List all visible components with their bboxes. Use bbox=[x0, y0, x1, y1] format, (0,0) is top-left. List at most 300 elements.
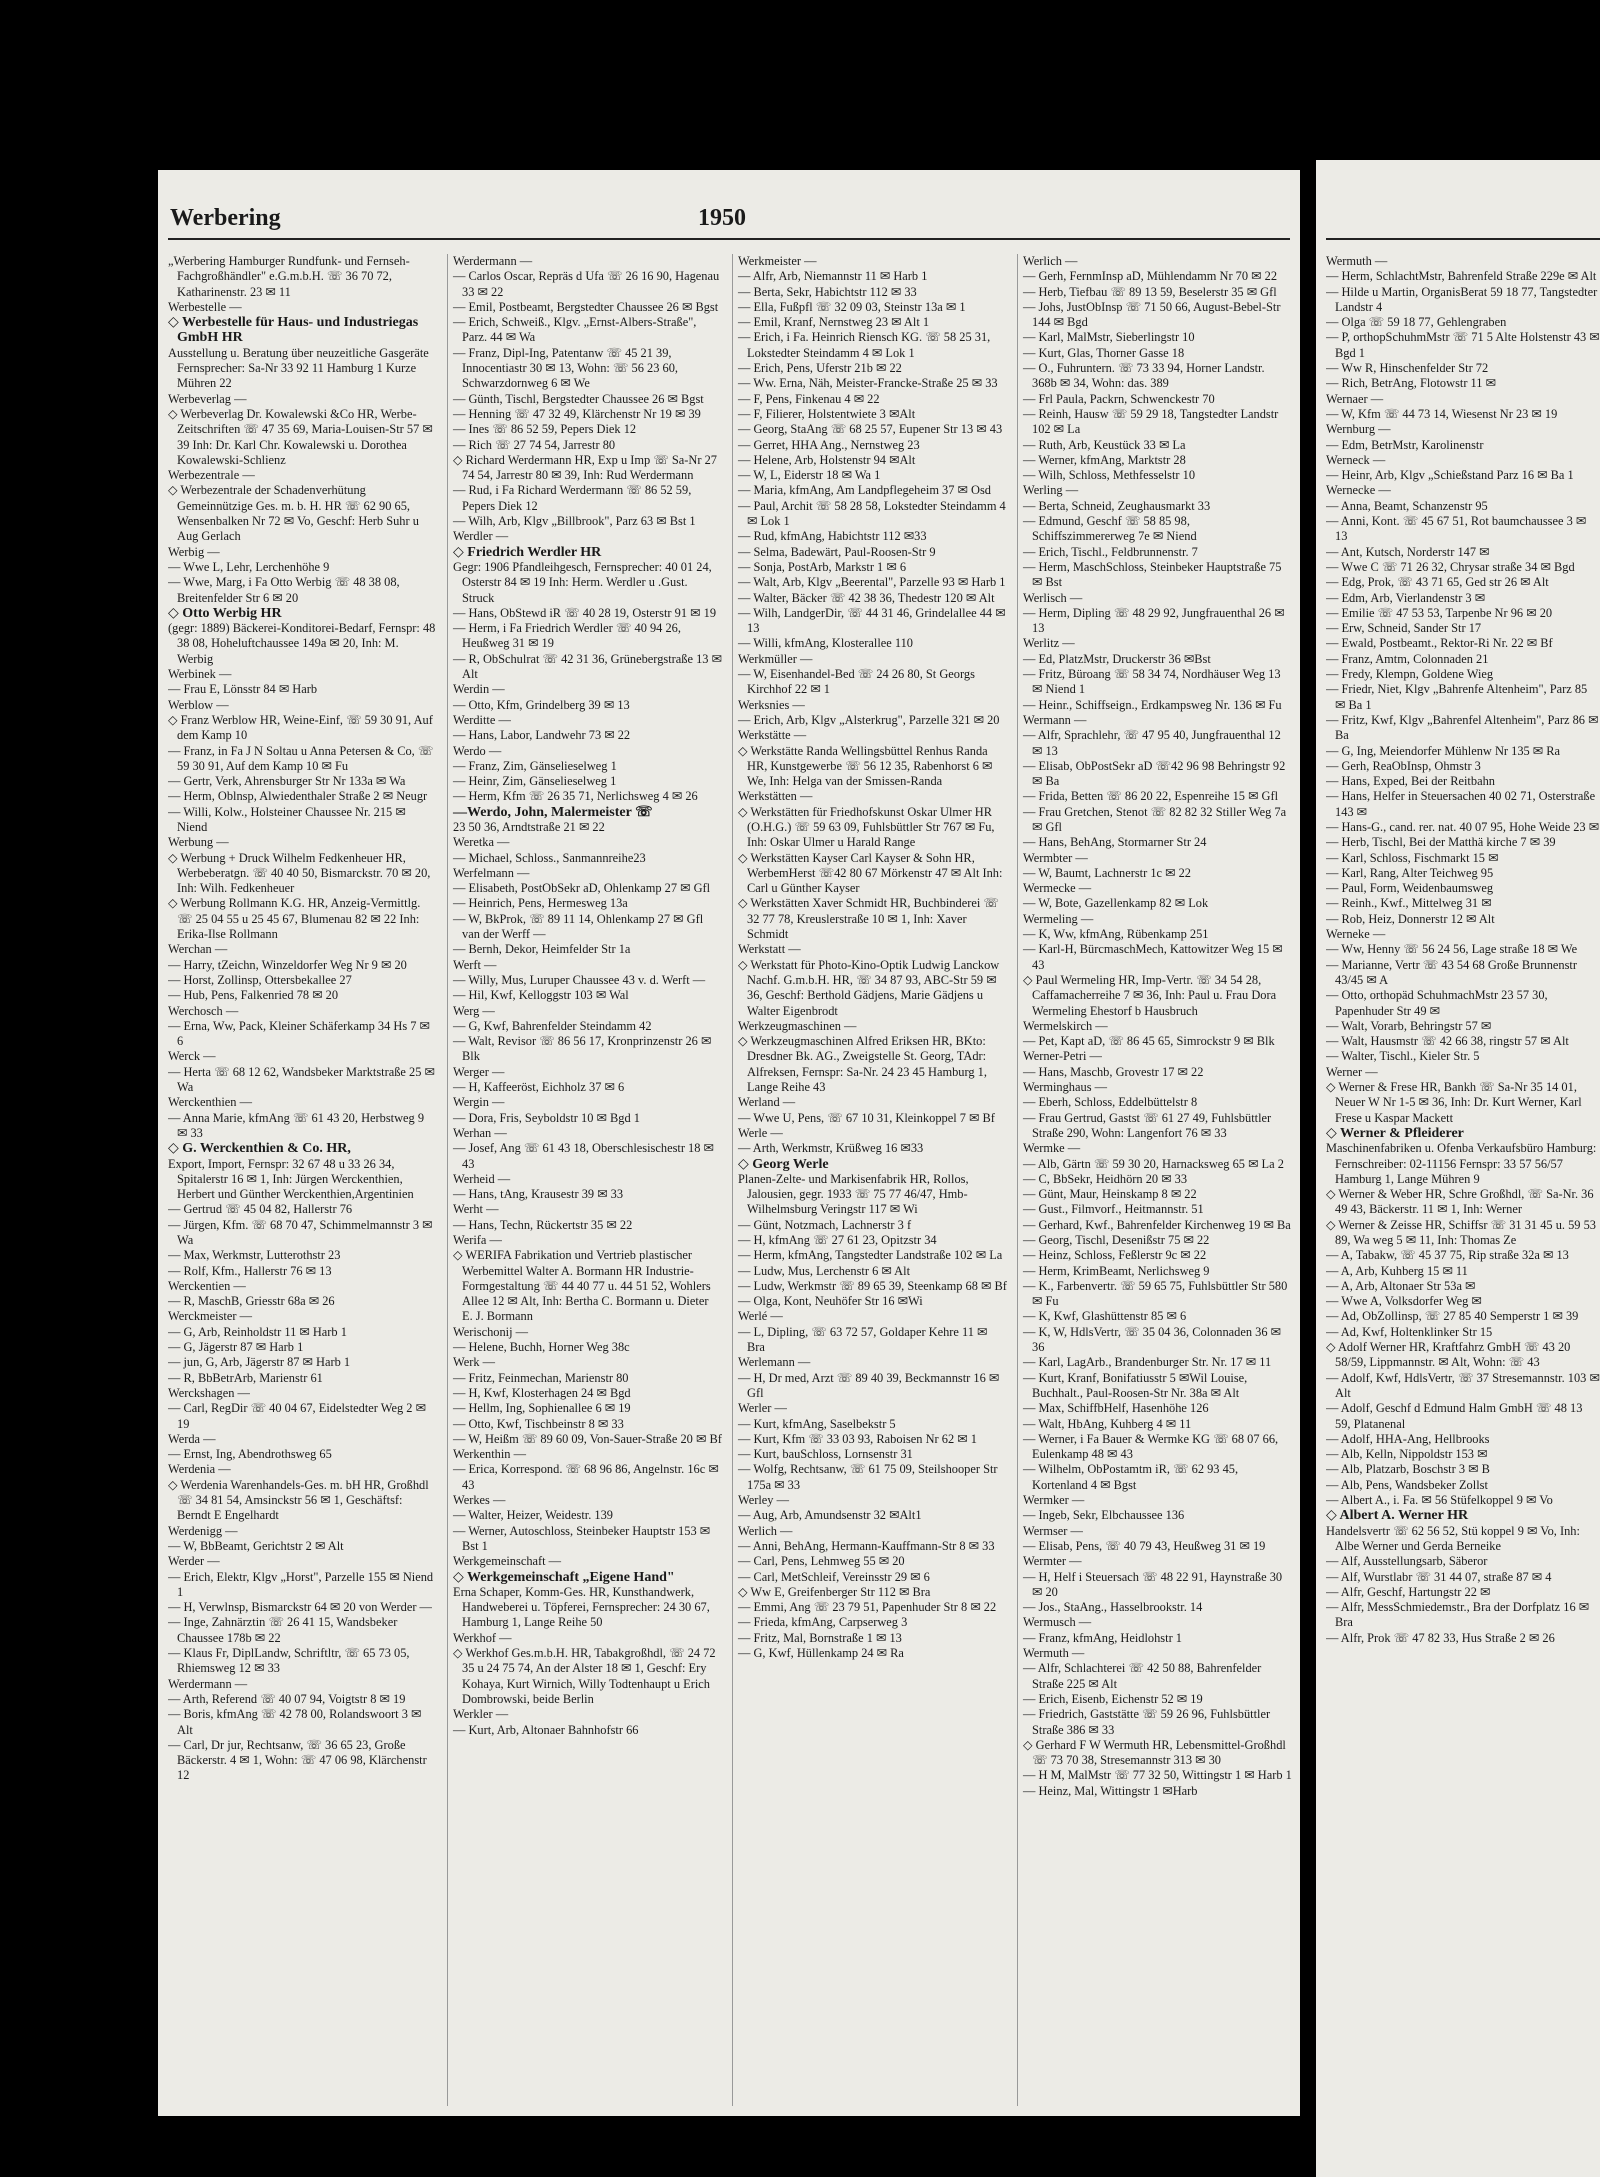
directory-entry: — C, BbSekr, Heidhörn 20 ✉ 33 bbox=[1023, 1171, 1188, 1186]
directory-entry: — K, Kwf, Glashüttenstr 85 ✉ 6 bbox=[1023, 1309, 1187, 1324]
directory-entry: — Fritz, Büroang ☏ 58 34 74, Nordhäuser Weg 13 ✉ Niend 1 bbox=[1023, 667, 1281, 697]
directory-entry: — Edmund, Geschf ☏ 58 85 98, Schiffszimmererweg 7e ✉ Niend bbox=[1023, 514, 1197, 544]
directory-entry: — Edm, BetrMstr, Karolinenstr bbox=[1326, 437, 1484, 452]
directory-entry: ◇ Werner & Zeisse HR, Schiffsr ☏ 31 31 45 u. 59 53 89, Wa weg 5 ✉ 11, Inh: Thomas Ze bbox=[1326, 1217, 1596, 1247]
directory-entry: — Walter, Heizer, Weidestr. 139 bbox=[453, 1508, 613, 1523]
surname-heading: Wermeling — bbox=[1023, 911, 1094, 926]
directory-entry: — Rud, kfmAng, Habichtstr 112 ✉33 bbox=[738, 529, 927, 544]
directory-entry: — Willy, Mus, Luruper Chaussee 43 v. d. Werft — bbox=[453, 972, 706, 987]
directory-entry: — Hans, Helfer in Steuersachen 40 02 71, Osterstraße 143 ✉ bbox=[1326, 789, 1596, 819]
surname-heading: Werft — bbox=[453, 957, 497, 972]
directory-entry: ◇ Ww E, Greifenberger Str 112 ✉ Bra bbox=[738, 1584, 931, 1599]
directory-entry: ◇ Werkstätte Randa Wellingsbüttel Renhus Randa HR, Kunstgewerbe ☏ 56 12 35, Rabenhorst 6 ✉ We, Inh: Helga van der Smissen-Randa bbox=[738, 743, 993, 789]
directory-entry: — Paul, Archit ☏ 58 28 58, Lokstedter Steindamm 4 ✉ Lok 1 bbox=[738, 498, 1006, 529]
directory-entry: — R, BbBetrArb, Marienstr 61 bbox=[168, 1370, 323, 1385]
directory-entry: — Fritz, Mal, Bornstraße 1 ✉ 13 bbox=[738, 1630, 902, 1645]
directory-entry: — Pet, Kapt aD, ☏ 86 45 65, Simrockstr 9 ✉ Blk bbox=[1023, 1034, 1275, 1049]
directory-entry: — Boris, kfmAng ☏ 42 78 00, Rolandswoort 3 ✉ Alt bbox=[168, 1707, 422, 1737]
surname-heading: Werifa — bbox=[453, 1233, 502, 1247]
surname-heading: Wermbter — bbox=[1023, 850, 1088, 865]
directory-entry: — H, Kaffeeröst, Eichholz 37 ✉ 6 bbox=[453, 1080, 625, 1095]
directory-entry: — Alfr, Schlachterei ☏ 42 50 88, Bahrenfelder Straße 225 ✉ Alt bbox=[1023, 1661, 1262, 1691]
directory-entry: — Otto, Kfm, Grindelberg 39 ✉ 13 bbox=[453, 697, 630, 712]
directory-entry: ◇ Werbung + Druck Wilhelm Fedkenheuer HR, Werbeberatgn. ☏ 40 40 50, Bismarckstr. 70 ✉ 20, Inh: Wilh. Fedkenheuer bbox=[168, 850, 431, 896]
directory-entry: — Frau Gretchen, Stenot ☏ 82 82 32 Stiller Weg 7a ✉ Gfl bbox=[1023, 804, 1287, 834]
directory-entry: ◇ Werbezentrale der Schadenverhütung Gemeinnützige Ges. m. b. H. HR ☏ 62 90 65, Wensenbalken Nr 72 ✉ Vo, Geschf: Herb Suhr u Aug Gerlach bbox=[168, 483, 419, 544]
directory-entry: — Inge, Zahnärztin ☏ 26 41 15, Wandsbeker Chaussee 178b ✉ 22 bbox=[168, 1615, 398, 1645]
surname-heading: Werlé — bbox=[738, 1309, 783, 1324]
directory-entry: — O., Fuhruntern. ☏ 73 33 94, Horner Landstr. 368b ✉ 34, Wohn: das. 389 bbox=[1023, 361, 1265, 391]
surname-heading: Werksnies — bbox=[738, 697, 805, 712]
directory-entry: — Selma, Badewärt, Paul-Roosen-Str 9 bbox=[738, 544, 936, 559]
surname-heading: Werley — bbox=[738, 1493, 789, 1508]
surname-heading: Werlitz — bbox=[1023, 636, 1075, 651]
directory-entry: — Emmi, Ang ☏ 23 79 51, Papenhuder Str 8 ✉ 22 bbox=[738, 1600, 997, 1615]
directory-entry: ◇ Werkstätten Xaver Schmidt HR, Buchbinderei ☏ 32 77 78, Kreuslerstraße 10 ✉ 1, Inh: Xaver Schmidt bbox=[738, 896, 999, 942]
directory-entry: — K., Farbenvertr. ☏ 59 65 75, Fuhlsbüttler Str 580 ✉ Fu bbox=[1023, 1278, 1288, 1309]
column-4 bbox=[1017, 254, 1292, 2106]
directory-entry: ◇ Werner & Frese HR, Bankh ☏ Sa-Nr 35 14 01, Neuer W Nr 1-5 ✉ 36, Inh: Dr. Kurt Werner, Karl Frese u Kaspar Mackett bbox=[1326, 1080, 1582, 1125]
surname-heading: Werneck — bbox=[1326, 452, 1386, 467]
directory-entry: — Aug, Arb, Amundsenstr 32 ✉Alt1 bbox=[738, 1508, 922, 1523]
directory-entry: — Günth, Tischl, Bergstedter Chaussee 26 ✉ Bgst bbox=[453, 391, 704, 406]
directory-entry: ◇ Paul Wermeling HR, Imp-Vertr. ☏ 34 54 28, Caffamacherreihe 7 ✉ 36, Inh: Paul u. Frau Dora Wermeling Ehestorf b Hausbruch bbox=[1023, 972, 1277, 1018]
directory-entry: ◇ Werkstätten für Friedhofskunst Oskar Ulmer HR (O.H.G.) ☏ 59 63 09, Fuhlsbüttler Str 767 ✉ Fu, Inh: Oskar Ulmer u Harald Range bbox=[738, 804, 995, 850]
directory-entry: — Ewald, Postbeamt., Rektor-Ri Nr. 22 ✉ Bf bbox=[1326, 636, 1553, 651]
directory-entry: — Hans, tAng, Krausestr 39 ✉ 33 bbox=[453, 1187, 624, 1202]
directory-entry: — Ruth, Arb, Keustück 33 ✉ La bbox=[1023, 437, 1186, 452]
surname-heading: Werkes — bbox=[453, 1493, 506, 1508]
directory-entry: ◇ Werkstätten Kayser Carl Kayser & Sohn HR, WerbemHerst ☏42 80 67 Mörkenstr 47 ✉ Alt Inh: Carl u Günther Kayser bbox=[738, 850, 1003, 896]
directory-entry: — Frida, Betten ☏ 86 20 22, Espenreihe 15 ✉ Gfl bbox=[1023, 789, 1279, 804]
directory-entry: — Wwe U, Pens, ☏ 67 10 31, Kleinkoppel 7 ✉ Bf bbox=[738, 1110, 995, 1125]
surname-heading: Werler — bbox=[738, 1401, 787, 1416]
directory-entry: — Herm, MaschSchloss, Steinbeker Hauptstraße 75 ✉ Bst bbox=[1023, 559, 1282, 590]
directory-entry: — Alfr, Arb, Niemannstr 11 ✉ Harb 1 bbox=[738, 269, 928, 284]
directory-entry: — Ww, Henny ☏ 56 24 56, Lage straße 18 ✉ We bbox=[1326, 942, 1578, 957]
surname-heading: Werminghaus — bbox=[1023, 1080, 1107, 1095]
directory-entry: — Herm, Oblnsp, Alwiedenthaler Straße 2 ✉ Neugr bbox=[168, 789, 428, 804]
directory-entry: — Wilh, Schloss, Methfesselstr 10 bbox=[1023, 468, 1196, 483]
directory-entry: — Erich, i Fa. Heinrich Riensch KG. ☏ 58 25 31, Lokstedter Steindamm 4 ✉ Lok 1 bbox=[738, 330, 991, 360]
directory-entry: — H, Dr med, Arzt ☏ 89 40 39, Beckmannstr 16 ✉ Gfl bbox=[738, 1370, 1000, 1400]
directory-entry: — Kurt, kfmAng, Saselbekstr 5 bbox=[738, 1416, 896, 1431]
directory-entry: — Wilhelm, ObPostamtm iR, ☏ 62 93 45, Kortenland 4 ✉ Bgst bbox=[1023, 1462, 1239, 1492]
directory-entry: — Adolf, Kwf, HdlsVertr, ☏ 37 Stresemannstr. 103 ✉ Alt bbox=[1326, 1370, 1600, 1400]
surname-heading: Wermser — bbox=[1023, 1523, 1083, 1538]
directory-entry: — Karl, LagArb., Brandenburger Str. Nr. 17 ✉ 11 bbox=[1023, 1355, 1272, 1370]
directory-entry: — Hans-G., cand. rer. nat. 40 07 95, Hohe Weide 23 ✉ bbox=[1326, 819, 1600, 834]
directory-entry: ◇ WERIFA Fabrikation und Vertrieb plastischer Werbemittel Walter A. Bormann HR Industrie-Formgestaltung ☏ 44 40 77 u. 44 51 52, Wohlers Allee 12 ✉ Alt, Inh: Bertha C. Bormann u. Dieter E. J. Bormann bbox=[453, 1248, 711, 1324]
directory-entry: — Gertrud ☏ 45 04 82, Hallerstr 76 bbox=[168, 1202, 353, 1217]
directory-entry: ◇ Werdenia Warenhandels-Ges. m. bH HR, Großhdl ☏ 34 81 54, Amsinckstr 56 ✉ 1, Geschäftsf: Berndt E Engelhardt bbox=[168, 1477, 429, 1523]
surname-heading: Werchan — bbox=[168, 942, 228, 957]
directory-entry: — Rich, BetrAng, Flotowstr 11 ✉ bbox=[1326, 376, 1496, 391]
directory-entry: — Erich, Schweiß., Klgv. „Ernst-Albers-Straße", Parz. 44 ✉ Wa bbox=[453, 315, 697, 345]
directory-entry: — Arth, Werkmstr, Krüßweg 16 ✉33 bbox=[738, 1141, 924, 1156]
directory-entry: — Heinr, Zim, Gänselieselweg 1 bbox=[453, 774, 617, 789]
directory-entry: — Kurt, Arb, Altonaer Bahnhofstr 66 bbox=[453, 1722, 639, 1737]
directory-entry: — Anni, Kont. ☏ 45 67 51, Rot baumchaussee 3 ✉ 13 bbox=[1326, 514, 1587, 544]
directory-entry: — R, ObSchulrat ☏ 42 31 36, Grünebergstraße 13 ✉ Alt bbox=[453, 651, 722, 682]
directory-entry: — Ludw, Werkmstr ☏ 89 65 39, Steenkamp 68 ✉ Bf bbox=[738, 1278, 1007, 1293]
directory-entry: ◇ Werbeverlag Dr. Kowalewski &Co HR, Werbe-Zeitschriften ☏ 47 35 69, Maria-Louisen-Str 57 ✉ 39 Inh: Dr. Karl Chr. Kowalewski u. Dorothea Kowalewski-Schlienz bbox=[168, 406, 433, 467]
directory-entry: ◇ Franz Werblow HR, Weine-Einf, ☏ 59 30 91, Auf dem Kamp 10 bbox=[168, 712, 433, 743]
directory-entry: — Walt, HbAng, Kuhberg 4 ✉ 11 bbox=[1023, 1416, 1192, 1431]
directory-entry: — Willi, Kolw., Holsteiner Chaussee Nr. 215 ✉ Niend bbox=[168, 804, 406, 834]
directory-entry: — H, kfmAng ☏ 27 61 23, Opitzstr 34 bbox=[738, 1233, 937, 1247]
directory-entry: — Heinrich, Pens, Hermesweg 13a bbox=[453, 896, 628, 911]
surname-heading: Werdenigg — bbox=[168, 1523, 238, 1538]
directory-entry: — Hans, Maschb, Grovestr 17 ✉ 22 bbox=[1023, 1064, 1204, 1079]
surname-heading: Werckentien — bbox=[168, 1278, 246, 1293]
directory-entry: — Fredy, Klempn, Goldene Wieg bbox=[1326, 667, 1494, 682]
directory-entry: — Herm, Kfm ☏ 26 35 71, Nerlichsweg 4 ✉ 26 bbox=[453, 789, 698, 804]
surname-heading: Werbezentrale — bbox=[168, 468, 255, 483]
directory-entry: Export, Import, Fernspr: 32 67 48 u 33 26 34, Spitalerstr 16 ✉ 1, Inh: Jürgen Werckenthien, Herbert und Günther Werckenthien,Argentinien bbox=[168, 1156, 414, 1202]
surname-heading: Wermelskirch — bbox=[1023, 1018, 1108, 1033]
directory-entry: — Kurt, Kfm ☏ 33 03 93, Raboisen Nr 62 ✉ 1 bbox=[738, 1431, 977, 1446]
page-title: Werbering bbox=[170, 205, 281, 231]
surname-heading: Werkstatt — bbox=[738, 942, 801, 957]
surname-heading: Werbeverlag — bbox=[168, 391, 247, 406]
directory-entry: — Walt, Revisor ☏ 86 56 17, Kronprinzenstr 26 ✉ Blk bbox=[453, 1034, 712, 1064]
directory-entry: — P, orthopSchuhmMstr ☏ 71 5 Alte Holstenstr 43 ✉ Bgd 1 bbox=[1326, 330, 1600, 360]
surname-heading: Wermter — bbox=[1023, 1554, 1082, 1569]
directory-entry: — K, Ww, kfmAng, Rübenkamp 251 bbox=[1023, 927, 1209, 942]
surname-heading: Werdenia — bbox=[168, 1462, 231, 1477]
directory-entry: — Carl, Pens, Lehmweg 55 ✉ 20 bbox=[738, 1554, 905, 1569]
directory-entry: — Anna, Beamt, Schanzenstr 95 bbox=[1326, 498, 1488, 513]
surname-heading: Werkler — bbox=[453, 1707, 509, 1722]
surname-heading: Werkmüller — bbox=[738, 651, 813, 666]
directory-entry: — Herm, i Fa Friedrich Werdler ☏ 40 94 26, Heußweg 31 ✉ 19 bbox=[453, 621, 681, 651]
directory-entry: — Herm, KrimBeamt, Nerlichsweg 9 bbox=[1023, 1263, 1210, 1278]
directory-entry: ◇ Albert A. Werner HR bbox=[1326, 1508, 1469, 1524]
directory-entry: — G, Ing, Meiendorfer Mühlenw Nr 135 ✉ Ra bbox=[1326, 743, 1561, 758]
directory-entry: — Herta ☏ 68 12 62, Wandsbeker Marktstraße 25 ✉ Wa bbox=[168, 1064, 435, 1095]
surname-heading: Wermusch — bbox=[1023, 1615, 1092, 1630]
directory-entry: — Bernh, Dekor, Heimfelder Str 1a bbox=[453, 942, 631, 957]
surname-heading: Werlisch — bbox=[1023, 590, 1083, 605]
directory-entry: — Hans, BehAng, Stormarner Str 24 bbox=[1023, 835, 1207, 850]
directory-entry: — Kurt, bauSchloss, Lornsenstr 31 bbox=[738, 1447, 913, 1462]
directory-entry: — Georg, Tischl, Desenißstr 75 ✉ 22 bbox=[1023, 1233, 1210, 1247]
directory-entry: — Paul, Form, Weidenbaumsweg bbox=[1326, 881, 1494, 896]
directory-entry: Gegr: 1906 Pfandleihgesch, Fernsprecher: 40 01 24, Osterstr 84 ✉ 19 Inh: Herm. Werdler u .Gust. Struck bbox=[453, 559, 712, 605]
surname-heading: Wernecke — bbox=[1326, 483, 1391, 498]
directory-entry: ◇ Werner & Pfleiderer bbox=[1326, 1125, 1464, 1141]
directory-entry: — Herb, Tischl, Bei der Matthä kirche 7 ✉ 39 bbox=[1326, 835, 1556, 850]
directory-entry: — Josef, Ang ☏ 61 43 18, Oberschlesischestr 18 ✉ 43 bbox=[453, 1141, 714, 1171]
directory-entry: Handelsvertr ☏ 62 56 52, Stü koppel 9 ✉ Vo, Inh: Albe Werner und Gerda Berneike bbox=[1326, 1523, 1580, 1553]
directory-entry: — Olga, Kont, Neuhöfer Str 16 ✉Wi bbox=[738, 1294, 923, 1309]
column-3 bbox=[732, 254, 1007, 2106]
column-1 bbox=[168, 254, 437, 2106]
directory-entry: — Gerh, ReaObInsp, Ohmstr 3 bbox=[1326, 758, 1481, 773]
directory-entry: — K, W, HdlsVertr, ☏ 35 04 36, Colonnaden 36 ✉ 36 bbox=[1023, 1324, 1282, 1355]
directory-entry: — Albert A., i. Fa. ✉ 56 Stüfelkoppel 9 ✉ Vo bbox=[1326, 1493, 1553, 1508]
directory-entry: — Frieda, kfmAng, Carpserweg 3 bbox=[738, 1615, 908, 1630]
surname-heading: Werle — bbox=[738, 1125, 783, 1140]
directory-entry: — Ella, Fußpfl ☏ 32 09 03, Steinstr 13a ✉ 1 bbox=[738, 299, 966, 314]
surname-heading: Wernburg — bbox=[1326, 422, 1391, 437]
directory-entry: — Erich, Arb, Klgv „Alsterkrug", Parzelle 321 ✉ 20 bbox=[738, 712, 1000, 727]
directory-entry: — Herb, Tiefbau ☏ 89 13 59, Beselerstr 35 ✉ Gfl bbox=[1023, 284, 1277, 299]
directory-entry: — Henning ☏ 47 32 49, Klärchenstr Nr 19 ✉ 39 bbox=[453, 406, 701, 421]
column-2 bbox=[447, 254, 722, 2106]
directory-entry: — Gertr, Verk, Ahrensburger Str Nr 133a ✉ Wa bbox=[168, 774, 406, 789]
directory-entry: — Elisabeth, PostObSekr aD, Ohlenkamp 27 ✉ Gfl bbox=[453, 881, 711, 896]
directory-entry: — Marianne, Vertr ☏ 43 54 68 Große Brunnenstr 43/45 ✉ A bbox=[1326, 957, 1577, 987]
surname-heading: Werlemann — bbox=[738, 1355, 811, 1370]
directory-entry: ◇ Georg Werle bbox=[738, 1156, 829, 1172]
directory-entry: — Max, Werkmstr, Lutterothstr 23 bbox=[168, 1248, 341, 1263]
surname-heading: Werlich — bbox=[1023, 254, 1078, 268]
directory-entry: — Werner, i Fa Bauer & Wermke KG ☏ 68 07 66, Eulenkamp 48 ✉ 43 bbox=[1023, 1431, 1279, 1462]
surname-heading: Werbung — bbox=[168, 835, 229, 850]
directory-entry: — Gerhard, Kwf., Bahrenfelder Kirchenweg 19 ✉ Ba bbox=[1023, 1217, 1291, 1232]
surname-heading: Werckmeister — bbox=[168, 1309, 252, 1324]
directory-entry: — Karl, Schloss, Fischmarkt 15 ✉ bbox=[1326, 850, 1499, 865]
directory-entry: — Olga ☏ 59 18 77, Gehlengraben bbox=[1326, 315, 1507, 330]
directory-entry: — Wilh, LandgerDir, ☏ 44 31 46, Grindelallee 44 ✉ 13 bbox=[738, 605, 1006, 636]
directory-entry: — Anni, BehAng, Hermann-Kauffmann-Str 8 ✉ 33 bbox=[738, 1538, 995, 1553]
directory-entry: — Wolfg, Rechtsanw, ☏ 61 75 09, Steilshooper Str 175a ✉ 33 bbox=[738, 1462, 998, 1492]
surname-heading: Wernaer — bbox=[1326, 391, 1384, 406]
directory-entry: — Elisab, ObPostSekr aD ☏42 96 98 Behringstr 92 ✉ Ba bbox=[1023, 758, 1286, 789]
directory-entry: — H, Helf i Steuersach ☏ 48 22 91, Haynstraße 30 ✉ 20 bbox=[1023, 1569, 1283, 1599]
directory-entry: — Walter, Bäcker ☏ 42 38 36, Thedestr 120 ✉ Alt bbox=[738, 590, 995, 605]
surname-heading: Werischonij — bbox=[453, 1324, 529, 1339]
directory-entry: ◇ G. Werckenthien & Co. HR, bbox=[168, 1141, 351, 1157]
surname-heading: Wermker — bbox=[1023, 1493, 1085, 1508]
directory-entry: — Alb, Pens, Wandsbeker Zollst bbox=[1326, 1477, 1488, 1492]
directory-entry: ◇ Werkstatt für Photo-Kino-Optik Ludwig Lanckow Nachf. G.m.b.H. HR, ☏ 34 87 93, ABC-Str 59 ✉ 36, Geschf: Berthold Gädjens, Marie Gädjens u Walter Eigenbrodt bbox=[738, 957, 1000, 1018]
surname-heading: Werner-Petri — bbox=[1023, 1049, 1102, 1064]
directory-entry: — Alb, Platzarb, Boschstr 3 ✉ B bbox=[1326, 1462, 1490, 1477]
directory-entry: — Gust., Filmvorf., Heitmannstr. 51 bbox=[1023, 1202, 1204, 1217]
surname-heading: Werger — bbox=[453, 1064, 505, 1079]
surname-heading: Weretka — bbox=[453, 835, 510, 850]
directory-entry: — Günt, Notzmach, Lachnerstr 3 f bbox=[738, 1217, 912, 1232]
directory-entry: — Franz, Dipl-Ing, Patentanw ☏ 45 21 39, Innocentiastr 30 ✉ 13, Wohn: ☏ 56 23 60, Schwarzdornweg 6 ✉ We bbox=[453, 345, 678, 391]
directory-entry: — Franz, in Fa J N Soltau u Anna Petersen & Co, ☏ 59 30 91, Auf dem Kamp 10 ✉ Fu bbox=[168, 743, 434, 773]
directory-entry: — W, Heißm ☏ 89 60 09, Von-Sauer-Straße 20 ✉ Bf bbox=[453, 1431, 722, 1446]
directory-entry: — Helene, Buchh, Horner Weg 38c bbox=[453, 1340, 630, 1355]
directory-entry: — Wilh, Arb, Klgv „Billbrook", Parz 63 ✉ Bst 1 bbox=[453, 514, 696, 529]
directory-entry: — Günt, Maur, Heinskamp 8 ✉ 22 bbox=[1023, 1187, 1197, 1202]
surname-heading: Werkzeugmaschinen — bbox=[738, 1018, 857, 1033]
directory-entry: — A, Tabakw, ☏ 45 37 75, Rip straße 32a ✉ 13 bbox=[1326, 1248, 1569, 1263]
surname-heading: Werht — bbox=[453, 1202, 499, 1217]
directory-entry: — G, Jägerstr 87 ✉ Harb 1 bbox=[168, 1340, 304, 1355]
surname-heading: Werditte — bbox=[453, 712, 511, 727]
surname-heading: Werkstätte — bbox=[738, 728, 807, 743]
surname-heading: Werheid — bbox=[453, 1171, 511, 1186]
directory-entry: — Edm, Arb, Vierlandenstr 3 ✉ bbox=[1326, 590, 1486, 605]
surname-heading: Wermuth — bbox=[1023, 1646, 1085, 1661]
directory-entry: — Hans, Techn, Rückertstr 35 ✉ 22 bbox=[453, 1217, 633, 1232]
directory-entry: — Emilie ☏ 47 53 53, Tarpenbe Nr 96 ✉ 20 bbox=[1326, 605, 1553, 620]
directory-entry: — Hellm, Ing, Sophienallee 6 ✉ 19 bbox=[453, 1401, 631, 1416]
surname-heading: Werk — bbox=[453, 1355, 496, 1370]
directory-entry: — Walt, Arb, Klgv „Beerental", Parzelle 93 ✉ Harb 1 bbox=[738, 575, 1006, 590]
directory-entry: — Heinz, Schloss, Feßlerstr 9c ✉ 22 bbox=[1023, 1248, 1207, 1263]
directory-entry: — Gerh, FernmInsp aD, Mühlendamm Nr 70 ✉ 22 bbox=[1023, 269, 1278, 284]
directory-entry: — Emil, Postbeamt, Bergstedter Chaussee 26 ✉ Bgst bbox=[453, 299, 719, 314]
directory-entry: — W, Kfm ☏ 44 73 14, Wiesenst Nr 23 ✉ 19 bbox=[1326, 406, 1558, 421]
directory-entry: — Frl Paula, Packrn, Schwenckestr 70 bbox=[1023, 391, 1215, 406]
surname-heading: Werdermann — bbox=[168, 1676, 248, 1691]
surname-heading: Wermuth — bbox=[1326, 254, 1388, 268]
directory-entry: — Werner, Autoschloss, Steinbeker Hauptstr 153 ✉ Bst 1 bbox=[453, 1523, 711, 1553]
directory-entry: — Heinr., Schiffseign., Erdkampsweg Nr. 136 ✉ Fu bbox=[1023, 697, 1282, 712]
directory-entry: — F, Filierer, Holstentwiete 3 ✉Alt bbox=[738, 406, 916, 421]
directory-entry: — Edg, Prok, ☏ 43 71 65, Ged str 26 ✉ Alt bbox=[1326, 575, 1549, 590]
directory-entry: — Rich ☏ 27 74 54, Jarrestr 80 bbox=[453, 437, 616, 452]
surname-heading: Werdo — bbox=[453, 743, 502, 758]
surname-heading: Werblow — bbox=[168, 697, 229, 712]
directory-entry: — Frau Gertrud, Gastst ☏ 61 27 49, Fuhlsbüttler Straße 290, Wohn: Langenfort 76 ✉ 33 bbox=[1023, 1110, 1272, 1140]
directory-entry: — Ludw, Mus, Lerchenstr 6 ✉ Alt bbox=[738, 1263, 911, 1278]
directory-entry: — Kurt, Glas, Thorner Gasse 18 bbox=[1023, 345, 1185, 360]
directory-entry: — Wwe, Marg, i Fa Otto Werbig ☏ 48 38 08, Breitenfelder Str 6 ✉ 20 bbox=[168, 575, 400, 605]
directory-entry: — Erich, Eisenb, Eichenstr 52 ✉ 19 bbox=[1023, 1691, 1203, 1706]
directory-entry: — Reinh., Kwf., Mittelweg 31 ✉ bbox=[1326, 896, 1492, 911]
directory-entry: — R, MaschB, Griesstr 68a ✉ 26 bbox=[168, 1294, 335, 1309]
directory-columns bbox=[168, 254, 1292, 2106]
directory-entry: — Wwe A, Volksdorfer Weg ✉ bbox=[1326, 1294, 1482, 1309]
directory-entry: — Franz, Amtm, Colonnaden 21 bbox=[1326, 651, 1489, 666]
directory-entry: — Rob, Heiz, Donnerstr 12 ✉ Alt bbox=[1326, 911, 1495, 926]
directory-entry: — Friedr, Niet, Klgv „Bahrenfe Altenheim", Parz 85 ✉ Ba 1 bbox=[1326, 682, 1588, 712]
directory-entry: — Horst, Zollinsp, Ottersbekallee 27 bbox=[168, 972, 352, 987]
directory-entry: 23 50 36, Arndtstraße 21 ✉ 22 bbox=[453, 819, 605, 834]
directory-entry: — Ines ☏ 86 52 59, Pepers Diek 12 bbox=[453, 422, 637, 437]
directory-entry: Ausstellung u. Beratung über neuzeitliche Gasgeräte Fernsprecher: Sa-Nr 33 92 11 Hamburg 1 Kurze Mühren 22 bbox=[168, 345, 429, 391]
directory-entry: — W, L, Eiderstr 18 ✉ Wa 1 bbox=[738, 468, 881, 483]
directory-entry: — Wwe C ☏ 71 26 32, Chrysar straße 34 ✉ Bgd bbox=[1326, 559, 1575, 574]
directory-entry: — Erw, Schneid, Sander Str 17 bbox=[1326, 621, 1482, 636]
directory-entry: — Helene, Arb, Holstenstr 94 ✉Alt bbox=[738, 452, 916, 467]
directory-page bbox=[158, 170, 1300, 2116]
directory-entry: — Erich, Elektr, Klgv „Horst", Parzelle 155 ✉ Niend 1 bbox=[168, 1569, 434, 1599]
directory-entry: — Carl, RegDir ☏ 40 04 67, Eidelstedter Weg 2 ✉ 19 bbox=[168, 1401, 426, 1431]
directory-entry: — Arth, Referend ☏ 40 07 94, Voigtstr 8 ✉ 19 bbox=[168, 1691, 406, 1706]
directory-entry: — G, Kwf, Hüllenkamp 24 ✉ Ra bbox=[738, 1646, 904, 1661]
directory-entry: — Heinz, Mal, Wittingstr 1 ✉Harb bbox=[1023, 1783, 1198, 1798]
surname-heading: Werdler — bbox=[453, 529, 509, 544]
directory-entry: — Ww. Erna, Näh, Meister-Francke-Straße 25 ✉ 33 bbox=[738, 376, 998, 391]
adjacent-page bbox=[1316, 160, 1600, 2177]
directory-entry: (gegr: 1889) Bäckerei-Konditorei-Bedarf, Fernspr: 48 38 08, Hoheluftchaussee 149a ✉ 20, Inh: M. Werbig bbox=[168, 621, 436, 666]
surname-heading: Werg — bbox=[453, 1003, 495, 1018]
surname-heading: Wermann — bbox=[1023, 712, 1087, 727]
directory-entry: — Hil, Kwf, Kelloggstr 103 ✉ Wal bbox=[453, 988, 629, 1003]
directory-entry: — Erna, Ww, Pack, Kleiner Schäferkamp 34 Hs 7 ✉ 6 bbox=[168, 1018, 430, 1049]
directory-entry: — G, Arb, Reinholdstr 11 ✉ Harb 1 bbox=[168, 1324, 347, 1339]
surname-heading: Wermecke — bbox=[1023, 881, 1092, 896]
directory-entry: — F, Pens, Finkenau 4 ✉ 22 bbox=[738, 391, 880, 406]
directory-entry: — Willi, kfmAng, Klosterallee 110 bbox=[738, 636, 914, 651]
directory-entry: — Carlos Oscar, Repräs d Ufa ☏ 26 16 90, Hagenau 33 ✉ 22 bbox=[453, 269, 720, 299]
directory-entry: — Sonja, PostArb, Markstr 1 ✉ 6 bbox=[738, 559, 907, 574]
directory-entry: Planen-Zelte- und Markisenfabrik HR, Rollos, Jalousien, gegr. 1933 ☏ 75 77 46/47, Hmb-Wilhelmsburg Veringstr 117 ✉ Wi bbox=[738, 1171, 969, 1217]
directory-entry: — Hub, Pens, Falkenried 78 ✉ 20 bbox=[168, 988, 339, 1003]
page-year: 1950 bbox=[698, 205, 746, 231]
directory-entry: — Erica, Korrespond. ☏ 68 96 86, Angelnstr. 16c ✉ 43 bbox=[453, 1462, 719, 1492]
surname-heading: Werkstätten — bbox=[738, 789, 813, 804]
directory-entry: — W, BbBeamt, Gerichtstr 2 ✉ Alt bbox=[168, 1538, 344, 1553]
directory-entry: — W, Baumt, Lachnerstr 1c ✉ 22 bbox=[1023, 865, 1191, 880]
directory-entry: — Franz, kfmAng, Heidlohstr 1 bbox=[1023, 1630, 1182, 1645]
directory-entry: — Rolf, Kfm., Hallerstr 76 ✉ 13 bbox=[168, 1263, 332, 1278]
directory-entry: — Erich, Pens, Uferstr 21b ✉ 22 bbox=[738, 361, 902, 376]
directory-entry: ◇ Werner & Weber HR, Schre Großhdl, ☏ Sa-Nr. 36 49 43, Bäckerstr. 11 ✉ 1, Inh: Werner bbox=[1326, 1187, 1594, 1217]
surname-heading: Werneke — bbox=[1326, 927, 1386, 942]
directory-entry: — H, Verwlnsp, Bismarckstr 64 ✉ 20 von Werder — bbox=[168, 1600, 432, 1615]
surname-heading: Werkgemeinschaft — bbox=[453, 1554, 562, 1569]
directory-entry: — Alb, Gärtn ☏ 59 30 20, Harnacksweg 65 ✉ La 2 bbox=[1023, 1156, 1284, 1171]
directory-entry: — Herm, kfmAng, Tangstedter Landstraße 102 ✉ La bbox=[738, 1248, 1003, 1263]
directory-entry: — jun, G, Arb, Jägerstr 87 ✉ Harb 1 bbox=[168, 1355, 351, 1370]
header-rule bbox=[168, 238, 1290, 240]
directory-entry: — Eberh, Schloss, Eddelbüttelstr 8 bbox=[1023, 1095, 1198, 1110]
directory-entry: — Kurt, Kranf, Bonifatiusstr 5 ✉Wil Louise, Buchhalt., Paul-Roosen-Str Nr. 38a ✉ Alt bbox=[1023, 1370, 1248, 1400]
directory-entry: ◇ Richard Werdermann HR, Exp u Imp ☏ Sa-Nr 27 74 54, Jarrestr 80 ✉ 39, Inh: Rud Werdermann bbox=[453, 452, 717, 483]
surname-heading: Werner — bbox=[1326, 1064, 1378, 1079]
directory-entry: — Dora, Fris, Seyboldstr 10 ✉ Bgd 1 bbox=[453, 1110, 640, 1125]
directory-entry: — Ernst, Ing, Abendrothsweg 65 bbox=[168, 1447, 332, 1462]
directory-entry: „Werbering Hamburger Rundfunk- und Fernseh-Fachgroßhändler" e.G.m.b.H. ☏ 36 70 72, Katharinenstr. 23 ✉ 11 bbox=[168, 254, 410, 299]
surname-heading: Werhan — bbox=[453, 1125, 507, 1140]
directory-entry: — Karl, Rang, Alter Teichweg 95 bbox=[1326, 865, 1494, 880]
directory-entry: — Carl, MetSchleif, Vereinsstr 29 ✉ 6 bbox=[738, 1569, 930, 1584]
surname-heading: Werkhof — bbox=[453, 1630, 512, 1645]
directory-entry: — Rud, i Fa Richard Werdermann ☏ 86 52 59, Pepers Diek 12 bbox=[453, 483, 692, 513]
directory-entry: Maschinenfabriken u. Ofenba Verkaufsbüro Hamburg: Fernschreiber: 02-11156 Fernspr: 33 57 56/57 Hamburg 1, Lange Mühren 9 bbox=[1326, 1141, 1597, 1186]
directory-entry: — Berta, Sekr, Habichtstr 112 ✉ 33 bbox=[738, 284, 917, 299]
directory-entry: — Max, SchiffbHelf, Hasenhöhe 126 bbox=[1023, 1401, 1209, 1416]
surname-heading: Werchosch — bbox=[168, 1003, 239, 1018]
directory-entry: — Ad, ObZollinsp, ☏ 27 85 40 Semperstr 1 ✉ 39 bbox=[1326, 1309, 1579, 1324]
directory-entry: — G, Kwf, Bahrenfelder Steindamm 42 bbox=[453, 1018, 652, 1033]
directory-entry: — W, Bote, Gazellenkamp 82 ✉ Lok bbox=[1023, 896, 1209, 911]
directory-entry: — Fritz, Kwf, Klgv „Bahrenfel Altenheim", Parz 86 ✉ Ba bbox=[1326, 712, 1599, 743]
directory-entry: — H, Kwf, Klosterhagen 24 ✉ Bgd bbox=[453, 1385, 631, 1400]
directory-entry: — A, Arb, Kuhberg 15 ✉ 11 bbox=[1326, 1263, 1468, 1278]
directory-entry: ◇ Otto Werbig HR bbox=[168, 605, 282, 621]
directory-entry: — Hilde u Martin, OrganisBerat 59 18 77, Tangstedter Landstr 4 bbox=[1326, 284, 1598, 314]
directory-entry: — Berta, Schneid, Zeughausmarkt 33 bbox=[1023, 498, 1211, 513]
directory-entry: ◇ Werkgemeinschaft „Eigene Hand" bbox=[453, 1569, 675, 1585]
directory-entry: — Emil, Kranf, Nernstweg 23 ✉ Alt 1 bbox=[738, 315, 930, 330]
directory-entry: — Johs, JustObInsp ☏ 71 50 66, August-Bebel-Str 144 ✉ Bgd bbox=[1023, 299, 1281, 330]
directory-entry: — W, BkProk, ☏ 89 11 14, Ohlenkamp 27 ✉ Gfl van der Werff — bbox=[453, 911, 704, 942]
surname-heading: Werdin — bbox=[453, 682, 505, 697]
directory-entry: — Anna Marie, kfmAng ☏ 61 43 20, Herbstweg 9 ✉ 33 bbox=[168, 1110, 425, 1140]
directory-entry: Erna Schaper, Komm-Ges. HR, Kunsthandwerk, Handweberei u. Töpferei, Fernsprecher: 24 30 67, Hamburg 1, Lange Reihe 50 bbox=[453, 1584, 710, 1630]
surname-heading: Werckshagen — bbox=[168, 1385, 250, 1400]
directory-entry: — Harry, tZeichn, Winzeldorfer Weg Nr 9 ✉ 20 bbox=[168, 957, 407, 972]
directory-entry: — Werner, kfmAng, Marktstr 28 bbox=[1023, 452, 1186, 467]
directory-entry: ◇ Werbestelle für Haus- und Industriegas GmbH HR bbox=[168, 315, 419, 346]
directory-entry: — A, Arb, Altonaer Str 53a ✉ bbox=[1326, 1278, 1476, 1293]
directory-entry: — Herm, Dipling ☏ 48 29 92, Jungfrauenthal 26 ✉13 bbox=[1023, 605, 1285, 636]
surname-heading: Werckenthien — bbox=[168, 1095, 252, 1110]
directory-entry: — Walter, Tischl., Kieler Str. 5 bbox=[1326, 1049, 1480, 1064]
